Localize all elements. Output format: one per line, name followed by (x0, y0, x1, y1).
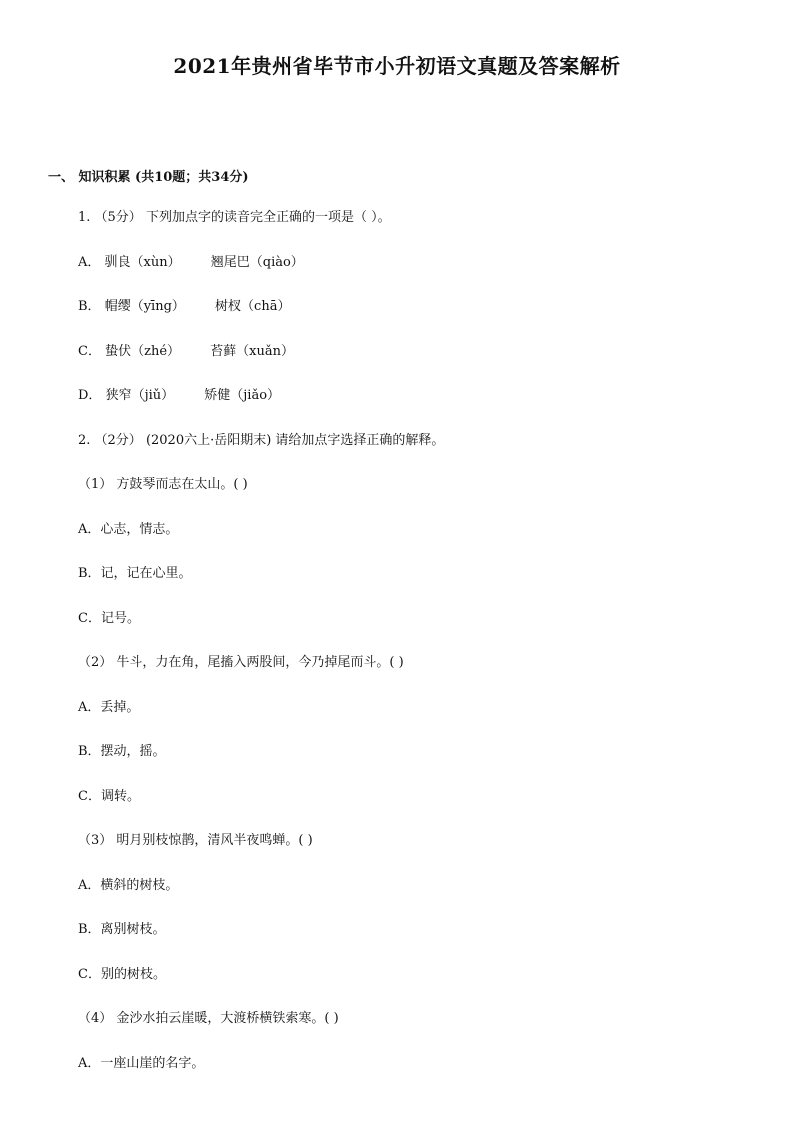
option-part2: 苔藓（xuǎn） (210, 344, 294, 359)
option-label: C． (78, 344, 101, 359)
q2-sub4-option-a: A．一座山崖的名字。 (78, 1056, 205, 1071)
q2-sub2-option-a: A．丢掉。 (78, 700, 140, 715)
option-part2: 矫健（jiǎo） (204, 388, 281, 403)
q1-option-a (78, 255, 304, 271)
q2-sub2-option-c: C．调转。 (78, 789, 140, 804)
section-heading: 一、 知识积累 (共10题；共34分) (48, 170, 249, 185)
q2-sub1-option-c: C．记号。 (78, 611, 140, 626)
option-part1: 帽缨（yīng） (104, 299, 185, 314)
q2-sub3-option-c: C．别的树枝。 (78, 967, 166, 982)
option-part1: 驯良（xùn） (104, 255, 181, 270)
option-part1: 狭窄（jiǔ） (105, 388, 175, 403)
q2-sub3-option-a: A．横斜的树枝。 (78, 878, 179, 893)
q1-option-b (78, 299, 290, 315)
q2-sub1-option-a: A．心志，情志。 (78, 522, 179, 537)
q2-sub2-stem: （2） 牛斗，力在角，尾搐入两股间，今乃掉尾而斗。( ) (78, 655, 404, 670)
option-part1: 蛰伏（zhé） (105, 344, 181, 359)
q2-sub2-option-b: B．摆动，摇。 (78, 744, 166, 759)
option-label: A． (78, 255, 101, 270)
q1-option-d (78, 388, 280, 404)
option-part2: 树杈（chā） (215, 299, 291, 314)
option-label: B． (78, 299, 101, 314)
option-part2: 翘尾巴（qiào） (210, 255, 304, 270)
q1-option-c (78, 344, 294, 360)
q2-stem: 2. （2分） (2020六上·岳阳期末) 请给加点字选择正确的解释。 (78, 433, 445, 448)
option-label: D． (78, 388, 102, 403)
q1-stem: 1. （5分） 下列加点字的读音完全正确的一项是（ ）。 (78, 210, 391, 225)
document-title: 2021年贵州省毕节市小升初语文真题及答案解析 (173, 54, 621, 78)
q2-sub1-option-b: B．记，记在心里。 (78, 566, 192, 581)
q2-sub3-option-b: B．离别树枝。 (78, 922, 166, 937)
q2-sub1-stem: （1） 方鼓琴而志在太山。( ) (78, 477, 248, 492)
q2-sub4-stem: （4） 金沙水拍云崖暖，大渡桥横铁索寒。( ) (78, 1011, 339, 1026)
q2-sub3-stem: （3） 明月别枝惊鹊，清风半夜鸣蝉。( ) (78, 833, 313, 848)
